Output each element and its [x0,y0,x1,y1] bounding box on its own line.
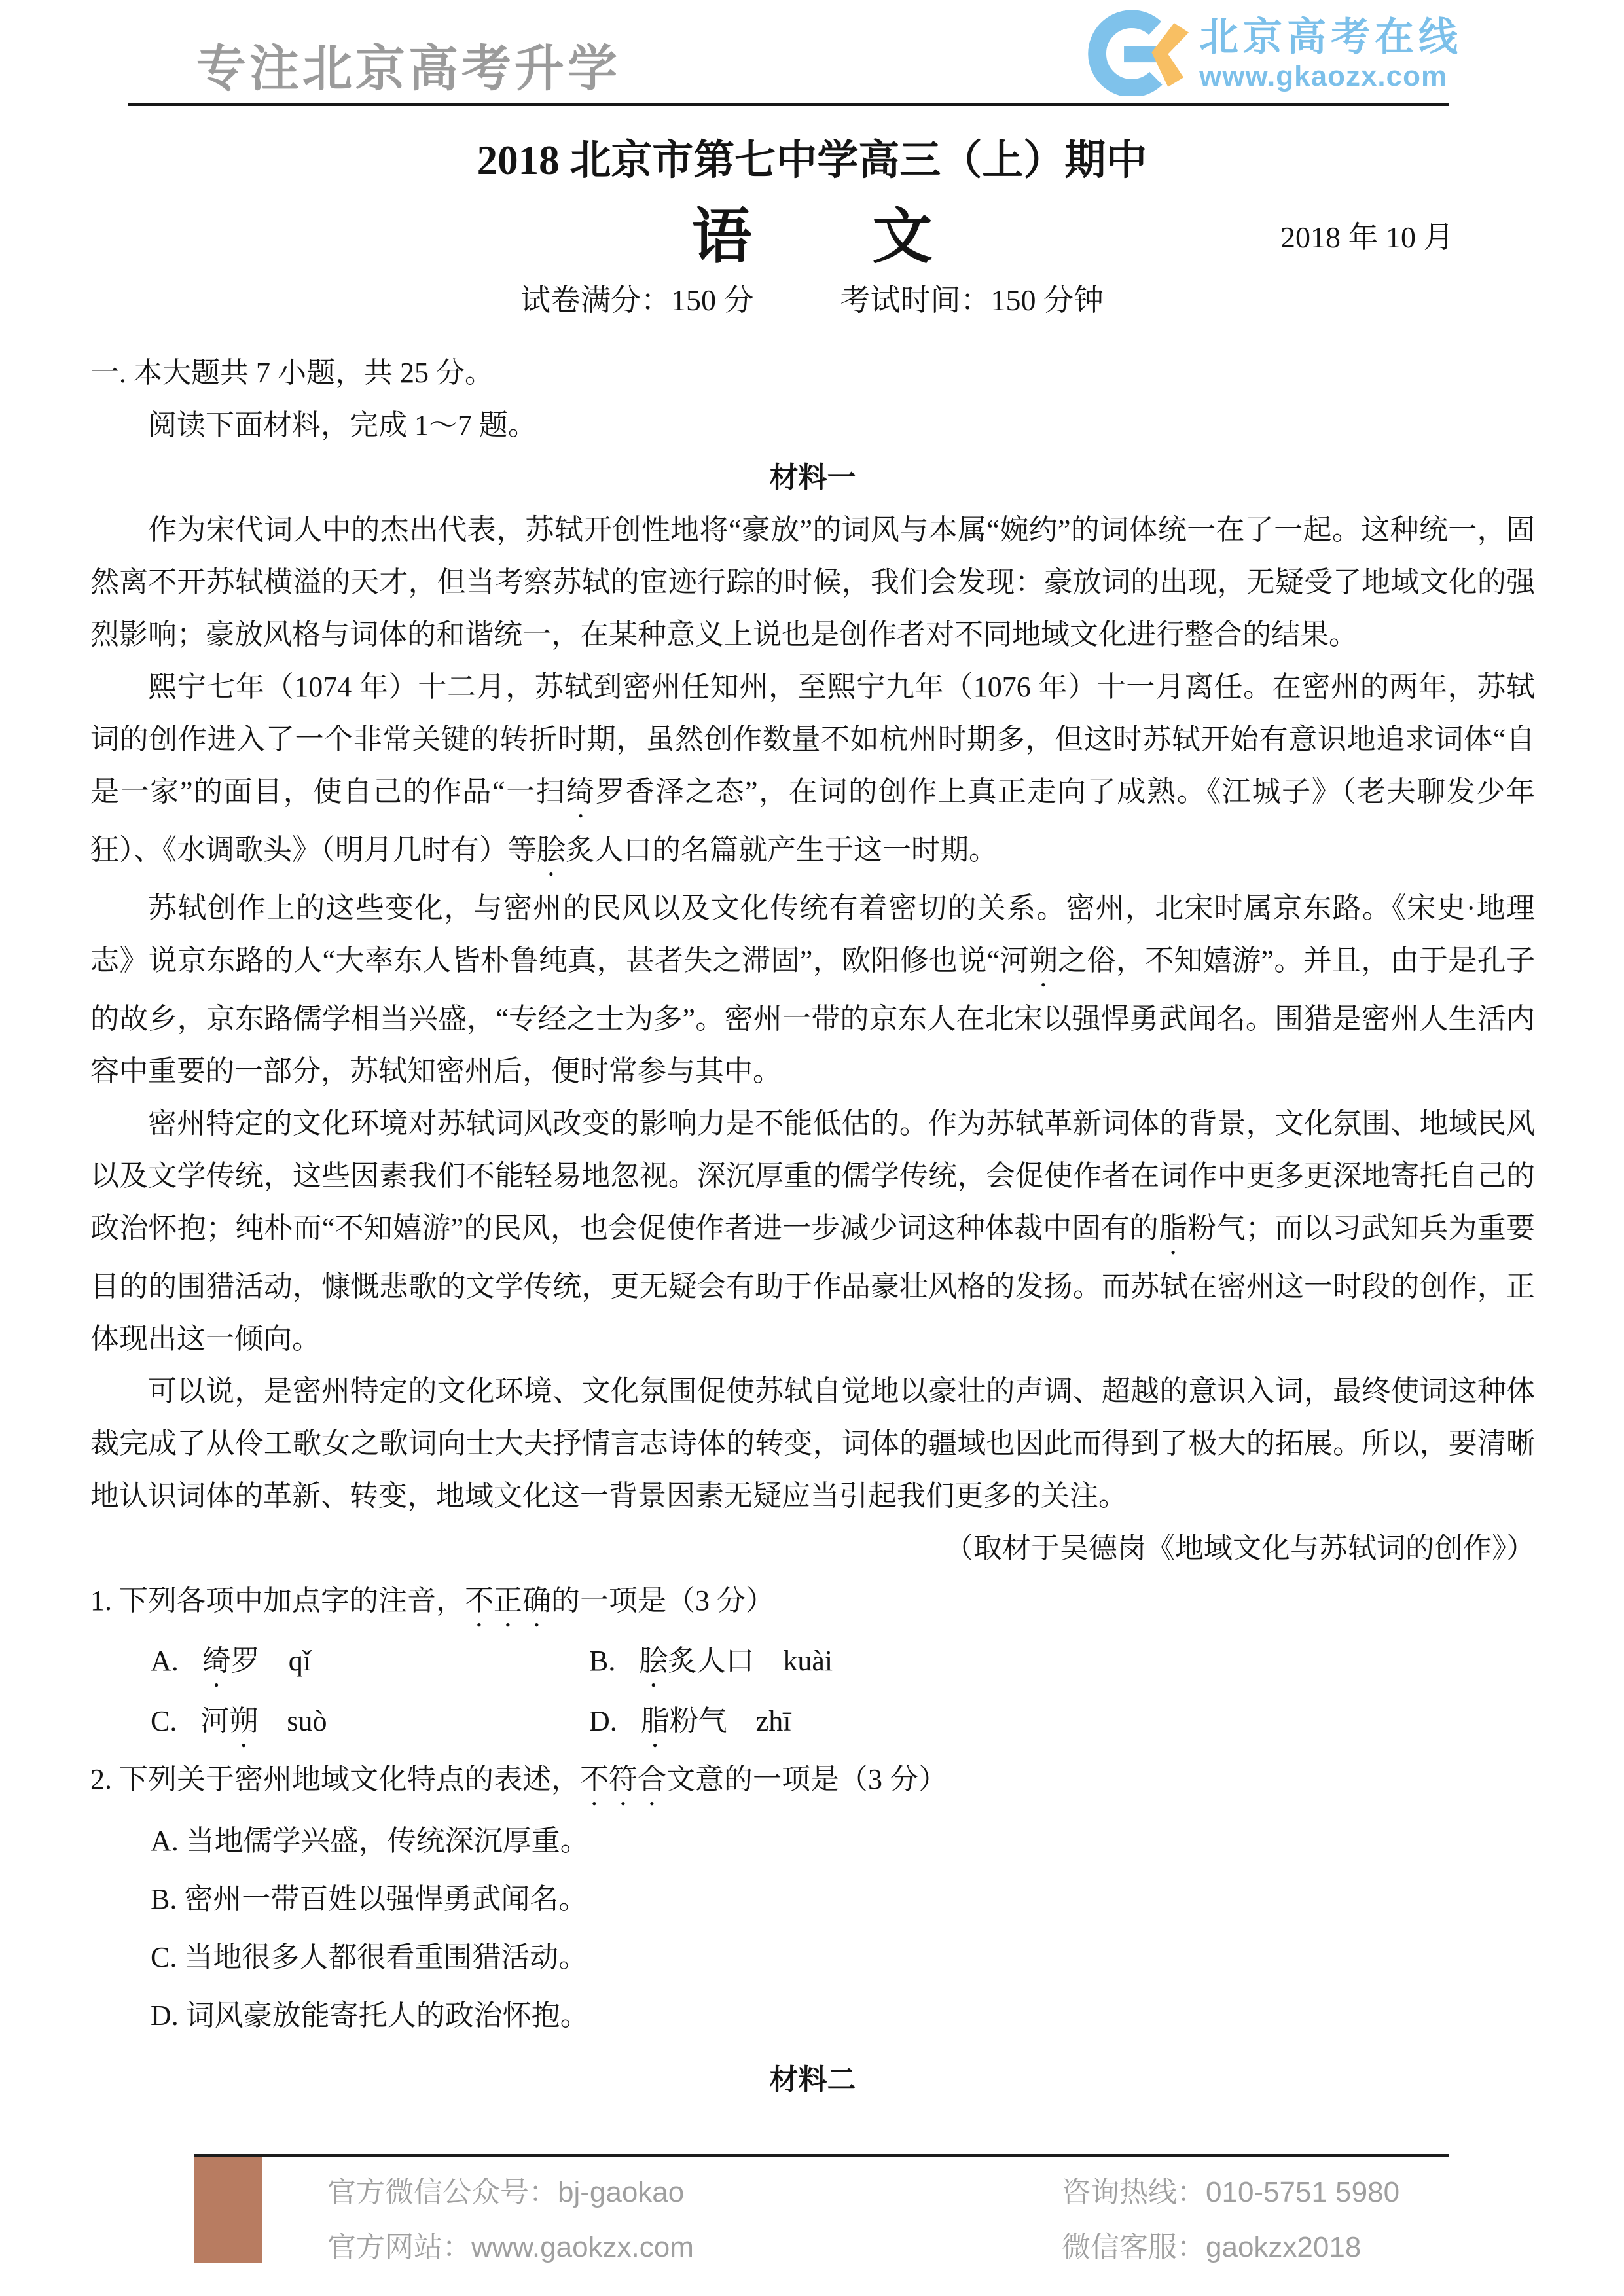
footer-divider [194,2154,1449,2157]
site-logo [1068,9,1462,99]
footer-wechat-account: 官方微信公众号：bj-gaokao [327,2176,685,2208]
section-instruction: 阅读下面材料，完成 1～7 题。 [148,409,537,441]
logo-url: www.gkaozx.com [1199,60,1448,92]
question-1-options [90,1633,1535,1753]
option-b: B. 密州一带百姓以强悍勇武闻名。 [151,1883,588,1915]
pinyin: zhī [755,1705,791,1737]
footer-website: 官方网站：www.gaokzx.com [327,2231,694,2263]
passage-paragraph-5: 可以说，是密州特定的文化环境、文化氛围促使苏轼自觉地以豪壮的声调、超越的意识入词，最终使词这种体裁完成了从伶工歌女之歌词向士大夫抒情言志诗体的转变，词体的疆域也因此而得到了极大的拓展。所以，要清晰地认识词体的革新、转变，地域文化这一背景因素无疑应当引起我们更多的关注。 [90,1375,1535,1512]
page-title: 2018 北京市第七中学高三（上）期中 [477,137,1147,183]
option-a: A. 绮罗 qǐ [151,1645,312,1677]
question-1-stem: 1. 下列各项中加点字的注音，不正确的一项是（3 分） [90,1585,774,1617]
dotted-char: 绮 [566,776,596,808]
paper-date: 2018 年 10 月 [1280,221,1454,254]
paper-meta-row [0,276,1624,319]
dotted-char: 脂 [1159,1212,1188,1244]
pinyin: kuài [783,1645,833,1677]
subject-title: 语 文 [691,204,933,270]
footer-hotline: 咨询热线：010-5751 5980 [1062,2176,1400,2208]
dotted-char: 朔 [1028,944,1058,977]
passage-paragraph-3: 苏轼创作上的这些变化，与密州的民风以及文化传统有着密切的关系。密州，北宋时属京东路。《宋史·地理志》说京东路的人“大率东人皆朴鲁纯真，甚者失之滞固”，欧阳修也说“河朔之俗，不知嬉游”。并且，由于是孔子的故乡，京东路儒学相当兴盛，“专经之士为多”。密州一带的京东人在北宋以强悍勇武闻名。围猎是密州人生活内容中重要的一部分，苏轼知密州后，便时常参与其中。 [90,892,1536,1087]
header-divider [128,103,1449,106]
dotted-phrase: 不正确 [465,1585,551,1617]
passage-paragraph-2: 熙宁七年（1074 年）十二月，苏轼到密州任知州，至熙宁九年（1076 年）十一月离任。在密州的两年，苏轼词的创作进入了一个非常关键的转折时期，虽然创作数量不如杭州时期多，但这时苏轼开始有意识地追求词体“自是一家”的面目，使自己的作品“一扫绮罗香泽之态”，在词的创作上真正走向了成熟。《江城子》（老夫聊发少年狂）、《水调歌头》（明月几时有）等脍炙人口的名篇就产生于这一时期。 [90,671,1536,866]
footer-left [327,2165,694,2275]
header-slogan: 专注北京高考升学 [196,41,621,97]
material1-title: 材料一 [769,461,856,493]
option-c: C. 当地很多人都很看重围猎活动。 [151,1941,588,1973]
passage-paragraph-4: 密州特定的文化环境对苏轼词风改变的影响力是不能低估的。作为苏轼革新词体的背景，文化氛围、地域民风以及文学传统，这些因素我们不能轻易地忽视。深沉厚重的儒学传统，会促使作者在词作中更多更深地寄托自己的政治怀抱；纯朴而“不知嬉游”的民风，也会促使作者进一步减少词这种体裁中固有的脂粉气；而以习武知兵为重要目的的围猎活动，慷慨悲歌的文学传统，更无疑会有助于作品豪壮风格的发扬。而苏轼在密州这一时段的创作，正体现出这一倾向。 [90,1107,1536,1355]
footer-accent-block [194,2157,262,2263]
passage-attribution: （取材于吴德岗《地域文化与苏轼词的创作》） [945,1532,1535,1564]
material2-title: 材料二 [769,2064,856,2096]
passage-paragraph-1: 作为宋代词人中的杰出代表，苏轼开创性地将“豪放”的词风与本属“婉约”的词体统一在了一起。这种统一，固然离不开苏轼横溢的天才，但当考察苏轼的宦迹行踪的时候，我们会发现：豪放词的出现，无疑受了地域文化的强烈影响；豪放风格与词体的和谐统一，在某种意义上说也是创作者对不同地域文化进行整合的结果。 [90,514,1535,651]
option-b: B. 脍炙人口 kuài [589,1645,833,1677]
option-d: D. 词风豪放能寄托人的政治怀抱。 [151,2000,589,2032]
paper-body [90,347,1535,2106]
question-2-stem: 2. 下列关于密州地域文化特点的表述，不符合文意的一项是（3 分） [90,1763,947,1795]
logo-text [1199,15,1462,94]
duration-label: 考试时间：150 分钟 [840,283,1104,317]
option-d: D. 脂粉气 zhī [589,1705,791,1737]
footer-wechat-service: 微信客服：gaokzx2018 [1062,2231,1362,2263]
full-score-label: 试卷满分：150 分 [520,283,754,317]
option-a: A. 当地儒学兴盛，传统深沉厚重。 [151,1825,589,1857]
dotted-char: 脍 [537,834,566,866]
option-c: C. 河朔 suò [151,1705,327,1737]
pinyin: suò [287,1705,327,1737]
section-intro: 一. 本大题共 7 小题，共 25 分。 [90,357,494,389]
pinyin: qǐ [288,1645,312,1677]
gk-logo-icon [1068,9,1190,99]
logo-brand: 北京高考在线 [1199,14,1462,59]
dotted-phrase: 不符合 [580,1763,666,1795]
footer-right [1062,2165,1399,2275]
